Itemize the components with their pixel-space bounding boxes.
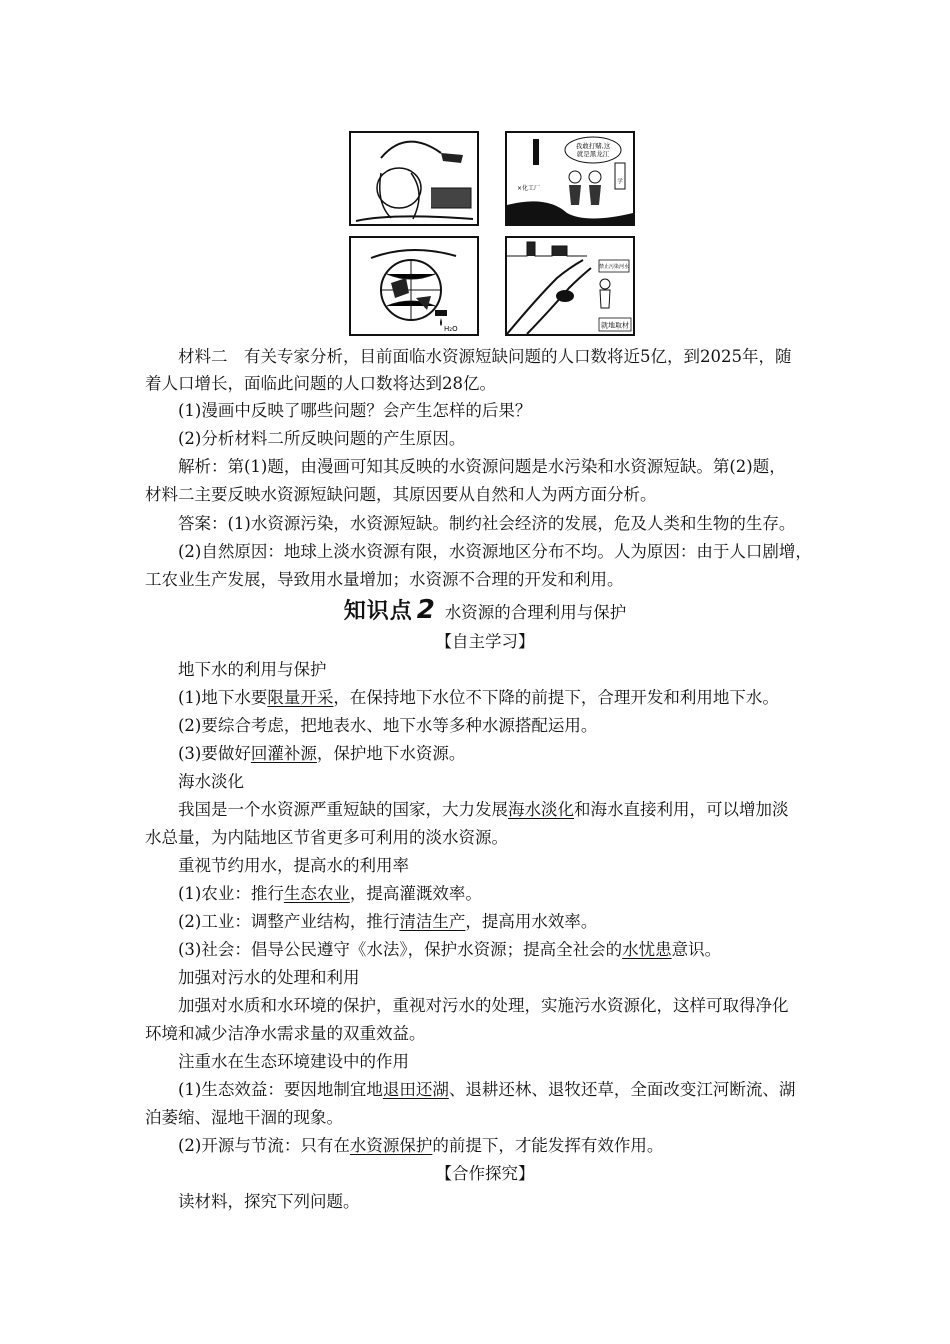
cartoon-water-drinking (349, 131, 479, 226)
cartoon-polluted-river (505, 131, 635, 226)
knowledge-point-title: 知识点 (343, 599, 413, 624)
analysis-line2: 材料二主要反映水资源短缺问题，其原因要从自然和人为两方面分析。 (145, 485, 657, 504)
groundwater-heading: 地下水的利用与保护 (178, 660, 327, 679)
groundwater-item-2: (2)要综合考虑，把地表水、地下水等多种水源搭配运用。 (178, 716, 598, 735)
sewage-line1: 加强对水质和水环境的保护，重视对污水的处理，实施污水资源化，这样可取得净化 (178, 996, 789, 1015)
desalination-line1 (145, 796, 858, 823)
speech-bubble-line2: 就是黑龙江 (576, 150, 610, 158)
cartoon-leaking-globe (349, 236, 479, 336)
ec2-key: 水资源保护 (349, 1136, 433, 1155)
cs1-post: ，提高灌溉效率。 (349, 884, 482, 903)
gw1-pre: (1)地下水要 (178, 688, 268, 707)
gw3-key: 回灌补源 (250, 744, 317, 763)
school-label: 学 (617, 179, 623, 185)
ec2-post: 的前提下，才能发挥有效作用。 (432, 1136, 664, 1155)
gw3-pre: (3)要做好 (178, 744, 251, 763)
cartoon-caption: 就地取材 (601, 321, 629, 330)
answer-line2: (2)自然原因：地球上淡水资源有限，水资源地区分布不均。人为原因：由于人口剧增， (178, 542, 812, 561)
cartoon-water-drinking-drawing (351, 133, 477, 224)
cs2-post: ，提高用水效率。 (465, 912, 598, 931)
ecology-item-2 (145, 1132, 858, 1159)
ds1-post: 和海水直接利用，可以增加淡 (574, 800, 789, 819)
conservation-item-2 (145, 908, 858, 935)
cs1-pre: (1)农业：推行 (178, 884, 284, 903)
ec1-key: 退田还湖 (382, 1080, 449, 1099)
warning-sign-text: 禁止污染河水 (598, 264, 630, 270)
cartoon-polluted-river-drawing (507, 133, 633, 224)
ec1-pre: (1)生态效益：要因地制宜地 (178, 1080, 383, 1099)
ecology-item-1-line2: 泊萎缩、湿地干涸的现象。 (145, 1108, 343, 1127)
sewage-line2: 环境和减少洁净水需求量的双重效益。 (145, 1024, 426, 1043)
factory-label: ×化工厂 (517, 185, 541, 192)
cartoon-leaking-globe-drawing (351, 238, 477, 334)
self-study-heading: 【自主学习】 (435, 632, 535, 651)
knowledge-point-heading (145, 594, 825, 626)
desalination-heading: 海水淡化 (178, 772, 244, 791)
conservation-heading: 重视节约用水，提高水的利用率 (178, 856, 409, 875)
cs1-key: 生态农业 (283, 884, 350, 903)
groundwater-item-1 (145, 684, 858, 711)
gw3-post: ，保护地下水资源。 (316, 744, 466, 763)
material2-line2: 着人口增长，面临此问题的人口数将达到28亿。 (145, 374, 496, 393)
question-2: (2)分析材料二所反映问题的产生原因。 (178, 429, 466, 448)
cs3-post: 意识。 (671, 940, 722, 959)
gw1-key: 限量开采 (267, 688, 334, 707)
conservation-item-3 (145, 936, 858, 963)
material2-line1: 材料二 有关专家分析，目前面临水资源短缺问题的人口数将近5亿，到2025年，随 (178, 347, 792, 366)
knowledge-point-number: 2 (416, 595, 435, 625)
speech-bubble-line1: 我敢打赌,这 (575, 142, 611, 150)
cartoon-local-materials-drawing (507, 238, 633, 334)
conservation-item-1 (145, 880, 858, 907)
final-line: 读材料，探究下列问题。 (178, 1192, 360, 1211)
answer-line1: 答案：(1)水资源污染，水资源短缺。制约社会经济的发展，危及人类和生物的生存。 (178, 514, 796, 533)
ds1-pre: 我国是一个水资源严重短缺的国家，大力发展 (178, 800, 508, 819)
h2o-label: H₂O (444, 325, 458, 333)
ds1-key: 海水淡化 (508, 800, 574, 819)
cs3-pre: (3)社会：倡导公民遵守《水法》，保护水资源；提高全社会的 (178, 940, 623, 959)
knowledge-point-subtitle: 水资源的合理利用与保护 (444, 603, 627, 622)
question-1: (1)漫画中反映了哪些问题？会产生怎样的后果？ (178, 401, 532, 420)
cs2-pre: (2)工业：调整产业结构，推行 (178, 912, 400, 931)
analysis-line1: 解析：第(1)题，由漫画可知其反映的水资源问题是水污染和水资源短缺。第(2)题， (178, 457, 786, 476)
ec2-pre: (2)开源与节流：只有在 (178, 1136, 350, 1155)
sewage-heading: 加强对污水的处理和利用 (178, 968, 360, 987)
desalination-line2: 水总量，为内陆地区节省更多可利用的淡水资源。 (145, 828, 508, 847)
ecology-heading: 注重水在生态环境建设中的作用 (178, 1052, 409, 1071)
ecology-item-1 (145, 1076, 858, 1103)
cartoon-local-materials (505, 236, 635, 336)
answer-line3: 工农业生产发展，导致用水量增加；水资源不合理的开发和利用。 (145, 570, 624, 589)
cs2-key: 清洁生产 (399, 912, 466, 931)
groundwater-item-3 (145, 740, 858, 767)
gw1-post: ，在保持地下水位不下降的前提下，合理开发和利用地下水。 (333, 688, 779, 707)
cooperative-heading: 【合作探究】 (435, 1164, 535, 1183)
cs3-key: 水忧患 (622, 940, 672, 959)
ec1-post: 、退耕还林、退牧还草，全面改变江河断流、湖 (448, 1080, 796, 1099)
